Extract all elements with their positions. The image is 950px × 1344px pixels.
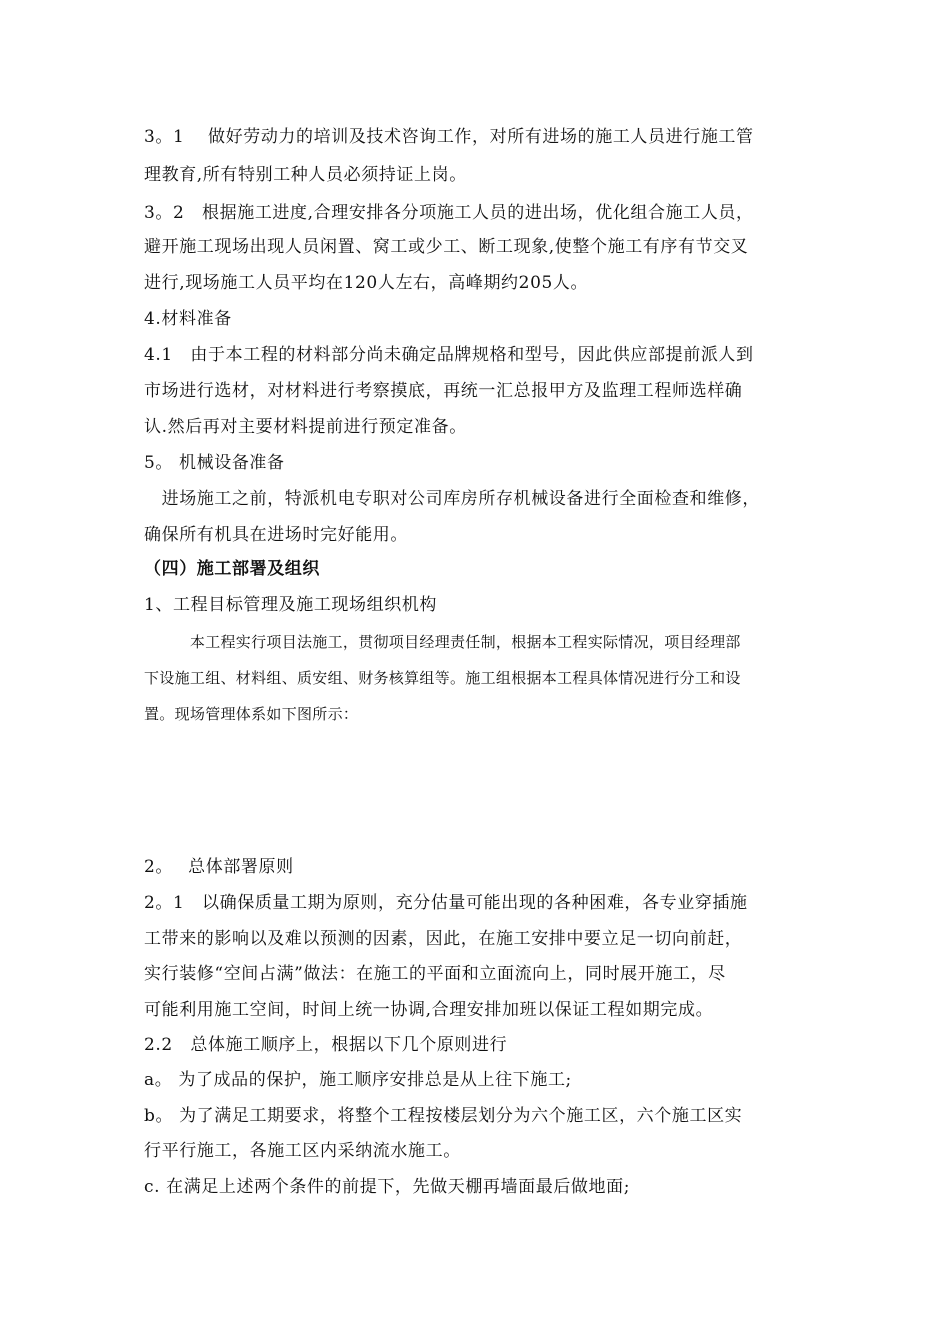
list-item-a: a。 为了成品的保护，施工顺序安排总是从上往下施工;	[144, 1070, 572, 1090]
paragraph-4-1-line-1: 4.1 由于本工程的材料部分尚未确定品牌规格和型号，因此供应部提前派人到	[144, 345, 754, 365]
paragraph-3-2-line-3: 进行,现场施工人员平均在120人左右，高峰期约205人。	[144, 273, 589, 293]
paragraph-2-1-line-1: 2。1 以确保质量工期为原则，充分估量可能出现的各种困难，各专业穿插施	[144, 893, 748, 913]
paragraph-2-1-line-2: 工带来的影响以及难以预测的因素，因此，在施工安排中要立足一切向前赶，	[144, 929, 743, 949]
paragraph-2-2: 2.2 总体施工顺序上，根据以下几个原则进行	[144, 1035, 508, 1055]
section-heading-deployment: （四）施工部署及组织	[144, 559, 320, 579]
list-item-b-line-2: 行平行施工，各施工区内采纳流水施工。	[144, 1141, 461, 1161]
subsection-heading-organization: 1、工程目标管理及施工现场组织机构	[144, 595, 438, 615]
paragraph-3-2-line-1: 3。2 根据施工进度,合理安排各分项施工人员的进出场，优化组合施工人员，	[144, 203, 754, 223]
list-item-c: c. 在满足上述两个条件的前提下，先做天棚再墙面最后做地面;	[144, 1177, 631, 1197]
subsection-heading-principles: 2。 总体部署原则	[144, 857, 294, 877]
paragraph-equipment-line-1: 进场施工之前，特派机电专职对公司库房所存机械设备进行全面检查和维修，	[144, 489, 760, 509]
paragraph-3-1-line-1: 3。1 做好劳动力的培训及技术咨询工作，对所有进场的施工人员进行施工管	[144, 127, 754, 147]
paragraph-4-1-line-2: 市场进行选材，对材料进行考察摸底，再统一汇总报甲方及监理工程师选样确	[144, 381, 743, 401]
list-item-b-line-1: b。 为了满足工期要求，将整个工程按楼层划分为六个施工区，六个施工区实	[144, 1106, 743, 1126]
paragraph-4-1-line-3: 认.然后再对主要材料提前进行预定准备。	[144, 417, 467, 437]
paragraph-organization-line-2: 下设施工组、材料组、质安组、财务核算组等。施工组根据本工程具体情况进行分工和设	[144, 669, 741, 687]
paragraph-2-1-line-4: 可能利用施工空间，时间上统一协调,合理安排加班以保证工程如期完成。	[144, 1000, 714, 1020]
section-heading-equipment: 5。 机械设备准备	[144, 453, 285, 473]
section-heading-materials: 4.材料准备	[144, 309, 232, 329]
paragraph-equipment-line-2: 确保所有机具在进场时完好能用。	[144, 525, 408, 545]
paragraph-3-2-line-2: 避开施工现场出现人员闲置、窝工或少工、断工现象,使整个施工有序有节交叉	[144, 237, 749, 257]
paragraph-2-1-line-3: 实行装修“空间占满”做法：在施工的平面和立面流向上，同时展开施工，尽	[144, 964, 726, 984]
paragraph-organization-line-3: 置。现场管理体系如下图所示：	[144, 705, 359, 723]
paragraph-3-1-line-2: 理教育,所有特别工种人员必须持证上岗。	[144, 165, 467, 185]
paragraph-organization-line-1: 本工程实行项目法施工，贯彻项目经理责任制，根据本工程实际情况，项目经理部	[144, 633, 741, 651]
